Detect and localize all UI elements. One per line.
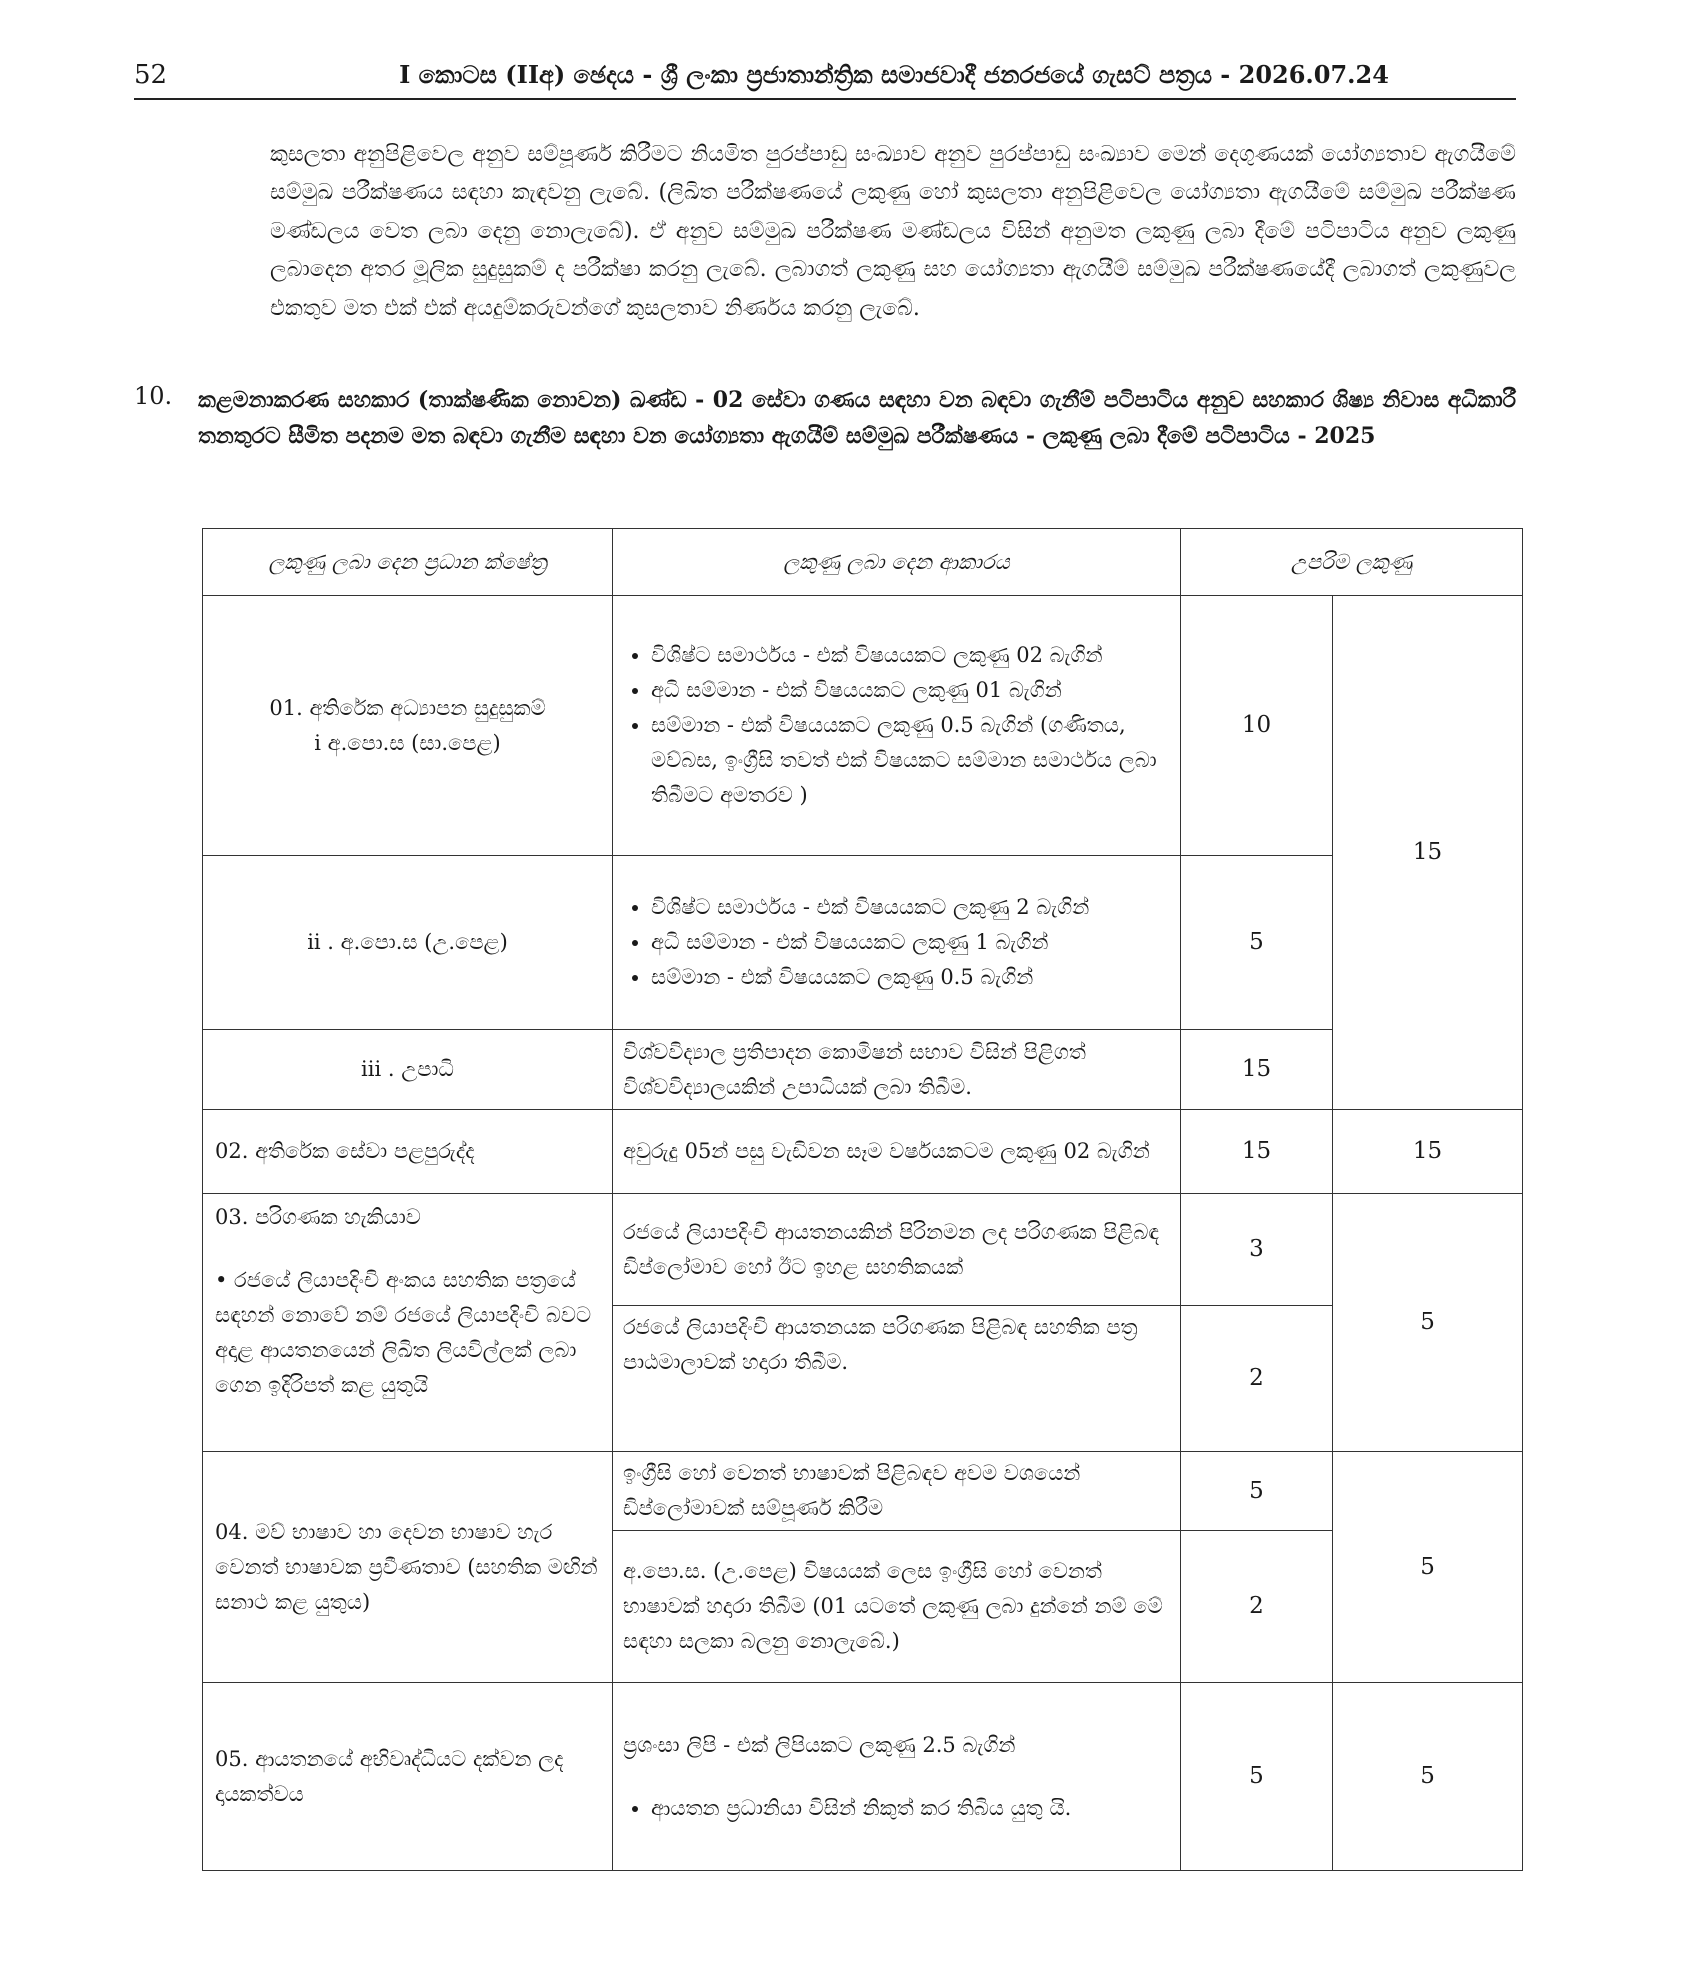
table-row	[203, 1683, 1523, 1871]
header-method: ලකුණු ලබා දෙන ආකාරය	[613, 529, 1181, 596]
marks-cell: 5	[1181, 856, 1333, 1030]
method-cell: අවුරුදු 05න් පසු වැඩිවන සෑම වර්ෂයකටම ලකුණු 02 බැගින්	[613, 1110, 1181, 1194]
method-cell: විශ්වවිද්‍යාල ප්‍රතිපාදන කොමිෂන් සභාව විසින් පිළිගත් විශ්වවිද්‍යාලයකින් උපාධියක් ලබා තිබීම.	[613, 1030, 1181, 1110]
area-cell	[203, 596, 613, 856]
list-item: • අධි සම්මාන - එක් විෂයයකට ලකුණු 01 බැගින්	[651, 673, 1170, 708]
max-cell: 5	[1333, 1683, 1523, 1871]
area-cell: iii . උපාධි	[203, 1030, 613, 1110]
area-cell: 02. අතිරේක සේවා පළපුරුද්ද	[203, 1110, 613, 1194]
area-sub: i අ.පො.ස (සා.පෙළ)	[314, 730, 501, 755]
marks-cell: 2	[1181, 1531, 1333, 1683]
method-cell: රජයේ ලියාපදිංචි ආයතනයක පරිගණක පිළිබඳ සහතික පත්‍ර පාඨමාලාවක් හදාරා තිබීම.	[613, 1306, 1181, 1452]
group-max-cell: 15	[1333, 596, 1523, 1110]
marks-cell: 2	[1181, 1306, 1333, 1452]
area-title: 01. අතිරේක අධ්‍යාපන සුදුසුකම්	[269, 695, 546, 720]
section-number: 10.	[134, 382, 173, 410]
table-row	[203, 1194, 1523, 1306]
table-header-row	[203, 529, 1523, 596]
area-title: 03. පරිගණක හැකියාව	[215, 1205, 421, 1229]
table-row	[203, 1110, 1523, 1194]
gazette-title: I කොටස (IIඅ) ඡෙදය - ශ්‍රී ලංකා ප්‍රජාතාන්ත්‍රික සමාජවාදී ජනරජයේ ගැසට් පත්‍රය - 2026.07.24	[399, 60, 1389, 89]
list-item: • අධි සම්මාන - එක් විෂයයකට ලකුණු 1 බැගින්	[651, 925, 1170, 960]
max-cell: 15	[1333, 1110, 1523, 1194]
marks-cell: 5	[1181, 1683, 1333, 1871]
page-number: 52	[134, 60, 168, 90]
list-item: • විශිෂ්ට සමාර්ථය - එක් විෂයයකට ලකුණු 2 බැගින්	[651, 890, 1170, 925]
method-line: ප්‍රශංසා ලිපි - එක් ලිපියකට ලකුණු 2.5 බැගින්	[623, 1732, 1016, 1757]
marks-table	[202, 528, 1523, 1871]
max-cell: 5	[1333, 1194, 1523, 1452]
list-item: • සම්මාන - එක් විෂයයකට ලකුණු 0.5 බැගින් (ගණිතය, මව්බස, ඉංග්‍රීසි තවත් එක් විෂයකට සම්මාන සමාර්ථය ලබා තිබීමට අමතරව )	[651, 708, 1170, 813]
spacer	[623, 1763, 1170, 1791]
section-title: කළමනාකරණ සහකාර (තාක්ෂණික නොවන) ඛණ්ඩ - 02 සේවා ගණය සඳහා වන බඳවා ගැනීම් පටිපාටිය අනුව සහකාර ශිෂ්‍ය නිවාස අධිකාරී තනතුරට සීමිත පදනම මත බඳවා ගැනීම සඳහා වන යෝග්‍යතා ඇගයීම් සම්මුඛ පරීක්ෂණය - ලකුණු ලබා දීමේ පටිපාටිය - 2025	[198, 387, 1517, 449]
marks-cell: 15	[1181, 1030, 1333, 1110]
marks-cell: 3	[1181, 1194, 1333, 1306]
list-item: • ආයතන ප්‍රධානියා විසින් නිකුත් කර තිබිය යුතු යි.	[651, 1791, 1170, 1826]
method-cell: රජයේ ලියාපදිංචි ආයතනයකින් පිරිනමන ලද පරිගණක පිළිබඳ ඩිප්ලෝමාව හෝ ඊට ඉහළ සහතිකයක්	[613, 1194, 1181, 1306]
method-cell	[613, 856, 1181, 1030]
method-cell: ඉංග්‍රීසි හෝ වෙනත් භාෂාවක් පිළිබඳව අවම වශයෙන් ඩිප්ලෝමාවක් සම්පූර්ණ කිරීම	[613, 1452, 1181, 1531]
area-cell: 05. ආයතනයේ අභිවෘද්ධියට දක්වන ලද දායකත්වය	[203, 1683, 613, 1871]
table-row	[203, 1452, 1523, 1531]
list-item: • විශිෂ්ට සමාර්ථය - එක් විෂයයකට ලකුණු 02 බැගින්	[651, 638, 1170, 673]
table-row	[203, 1030, 1523, 1110]
spacer	[215, 1235, 600, 1263]
method-list	[623, 638, 1170, 813]
area-cell: 04. මව් භාෂාව හා දෙවන භාෂාව හැර වෙනත් භාෂාවක ප්‍රවීණතාව (සහතික මඟින් සනාථ කළ යුතුය)	[203, 1452, 613, 1683]
header-rule	[134, 98, 1516, 100]
area-note: • රජයේ ලියාපදිංචි අංකය සහතික පත්‍රයේ සඳහන් නොවේ නම් රජයේ ලියාපදිංචි බවට අදාළ ආයතනයෙන් ලිඛිත ලියවිල්ලක් ලබා ගෙන ඉදිරිපත් කළ යුතුයි	[215, 1268, 592, 1397]
marks-cell: 15	[1181, 1110, 1333, 1194]
page-header	[134, 56, 1516, 100]
marks-cell: 10	[1181, 596, 1333, 856]
intro-paragraph: කුසලතා අනුපිළිවෙල අනුව සම්පූර්ණ කිරීමට නියමිත පුරප්පාඩු සංඛ්‍යාව අනුව පුරප්පාඩු සංඛ්‍යාව මෙන් දෙගුණයක් යෝග්‍යතාව ඇගයීමේ සම්මුඛ පරීක්ෂණය සඳහා කැඳවනු ලැබේ. (ලිඛිත පරීක්ෂණයේ ලකුණු හෝ කුසලතා අනුපිළිවෙල යෝග්‍යතා ඇගයීමේ සම්මුඛ පරීක්ෂණ මණ්ඩලය වෙත ලබා දෙනු නොලැබේ). ඒ අනුව සම්මුඛ පරීක්ෂණ මණ්ඩලය විසින් අනුමත ලකුණු ලබා දීමේ පටිපාටිය අනුව ලකුණු ලබාදෙන අතර මූලික සුදුසුකම් ද පරීක්ෂා කරනු ලැබේ. ලබාගත් ලකුණු සහ යෝග්‍යතා ඇගයීම් සම්මුඛ පරීක්ෂණයේදී ලබාගත් ලකුණුවල එකතුව මත එක් එක් අයදුම්කරුවන්ගේ කුසලතාව නිර්ණය කරනු ලැබේ.	[270, 142, 1516, 321]
area-cell: ii . අ.පො.ස (උ.පෙළ)	[203, 856, 613, 1030]
method-cell	[613, 1683, 1181, 1871]
table-row	[203, 856, 1523, 1030]
header-area: ලකුණු ලබා දෙන ප්‍රධාන ක්ෂේත්‍ර	[203, 529, 613, 596]
table-row	[203, 596, 1523, 856]
marks-cell: 5	[1181, 1452, 1333, 1531]
method-cell: අ.පො.ස. (උ.පෙළ) විෂයයක් ලෙස ඉංග්‍රීසි හෝ වෙනත් භාෂාවක් හදාරා තිබීම (01 යටතේ ලකුණු ලබා දුන්නේ නම් මේ සඳහා සලකා බලනු නොලැබේ.)	[613, 1531, 1181, 1683]
header-max: උපරිම ලකුණු	[1181, 529, 1523, 596]
method-list	[623, 890, 1170, 995]
method-cell	[613, 596, 1181, 856]
area-cell	[203, 1194, 613, 1452]
method-list	[623, 1791, 1170, 1826]
max-cell: 5	[1333, 1452, 1523, 1683]
list-item: • සම්මාන - එක් විෂයයකට ලකුණු 0.5 බැගින්	[651, 960, 1170, 995]
